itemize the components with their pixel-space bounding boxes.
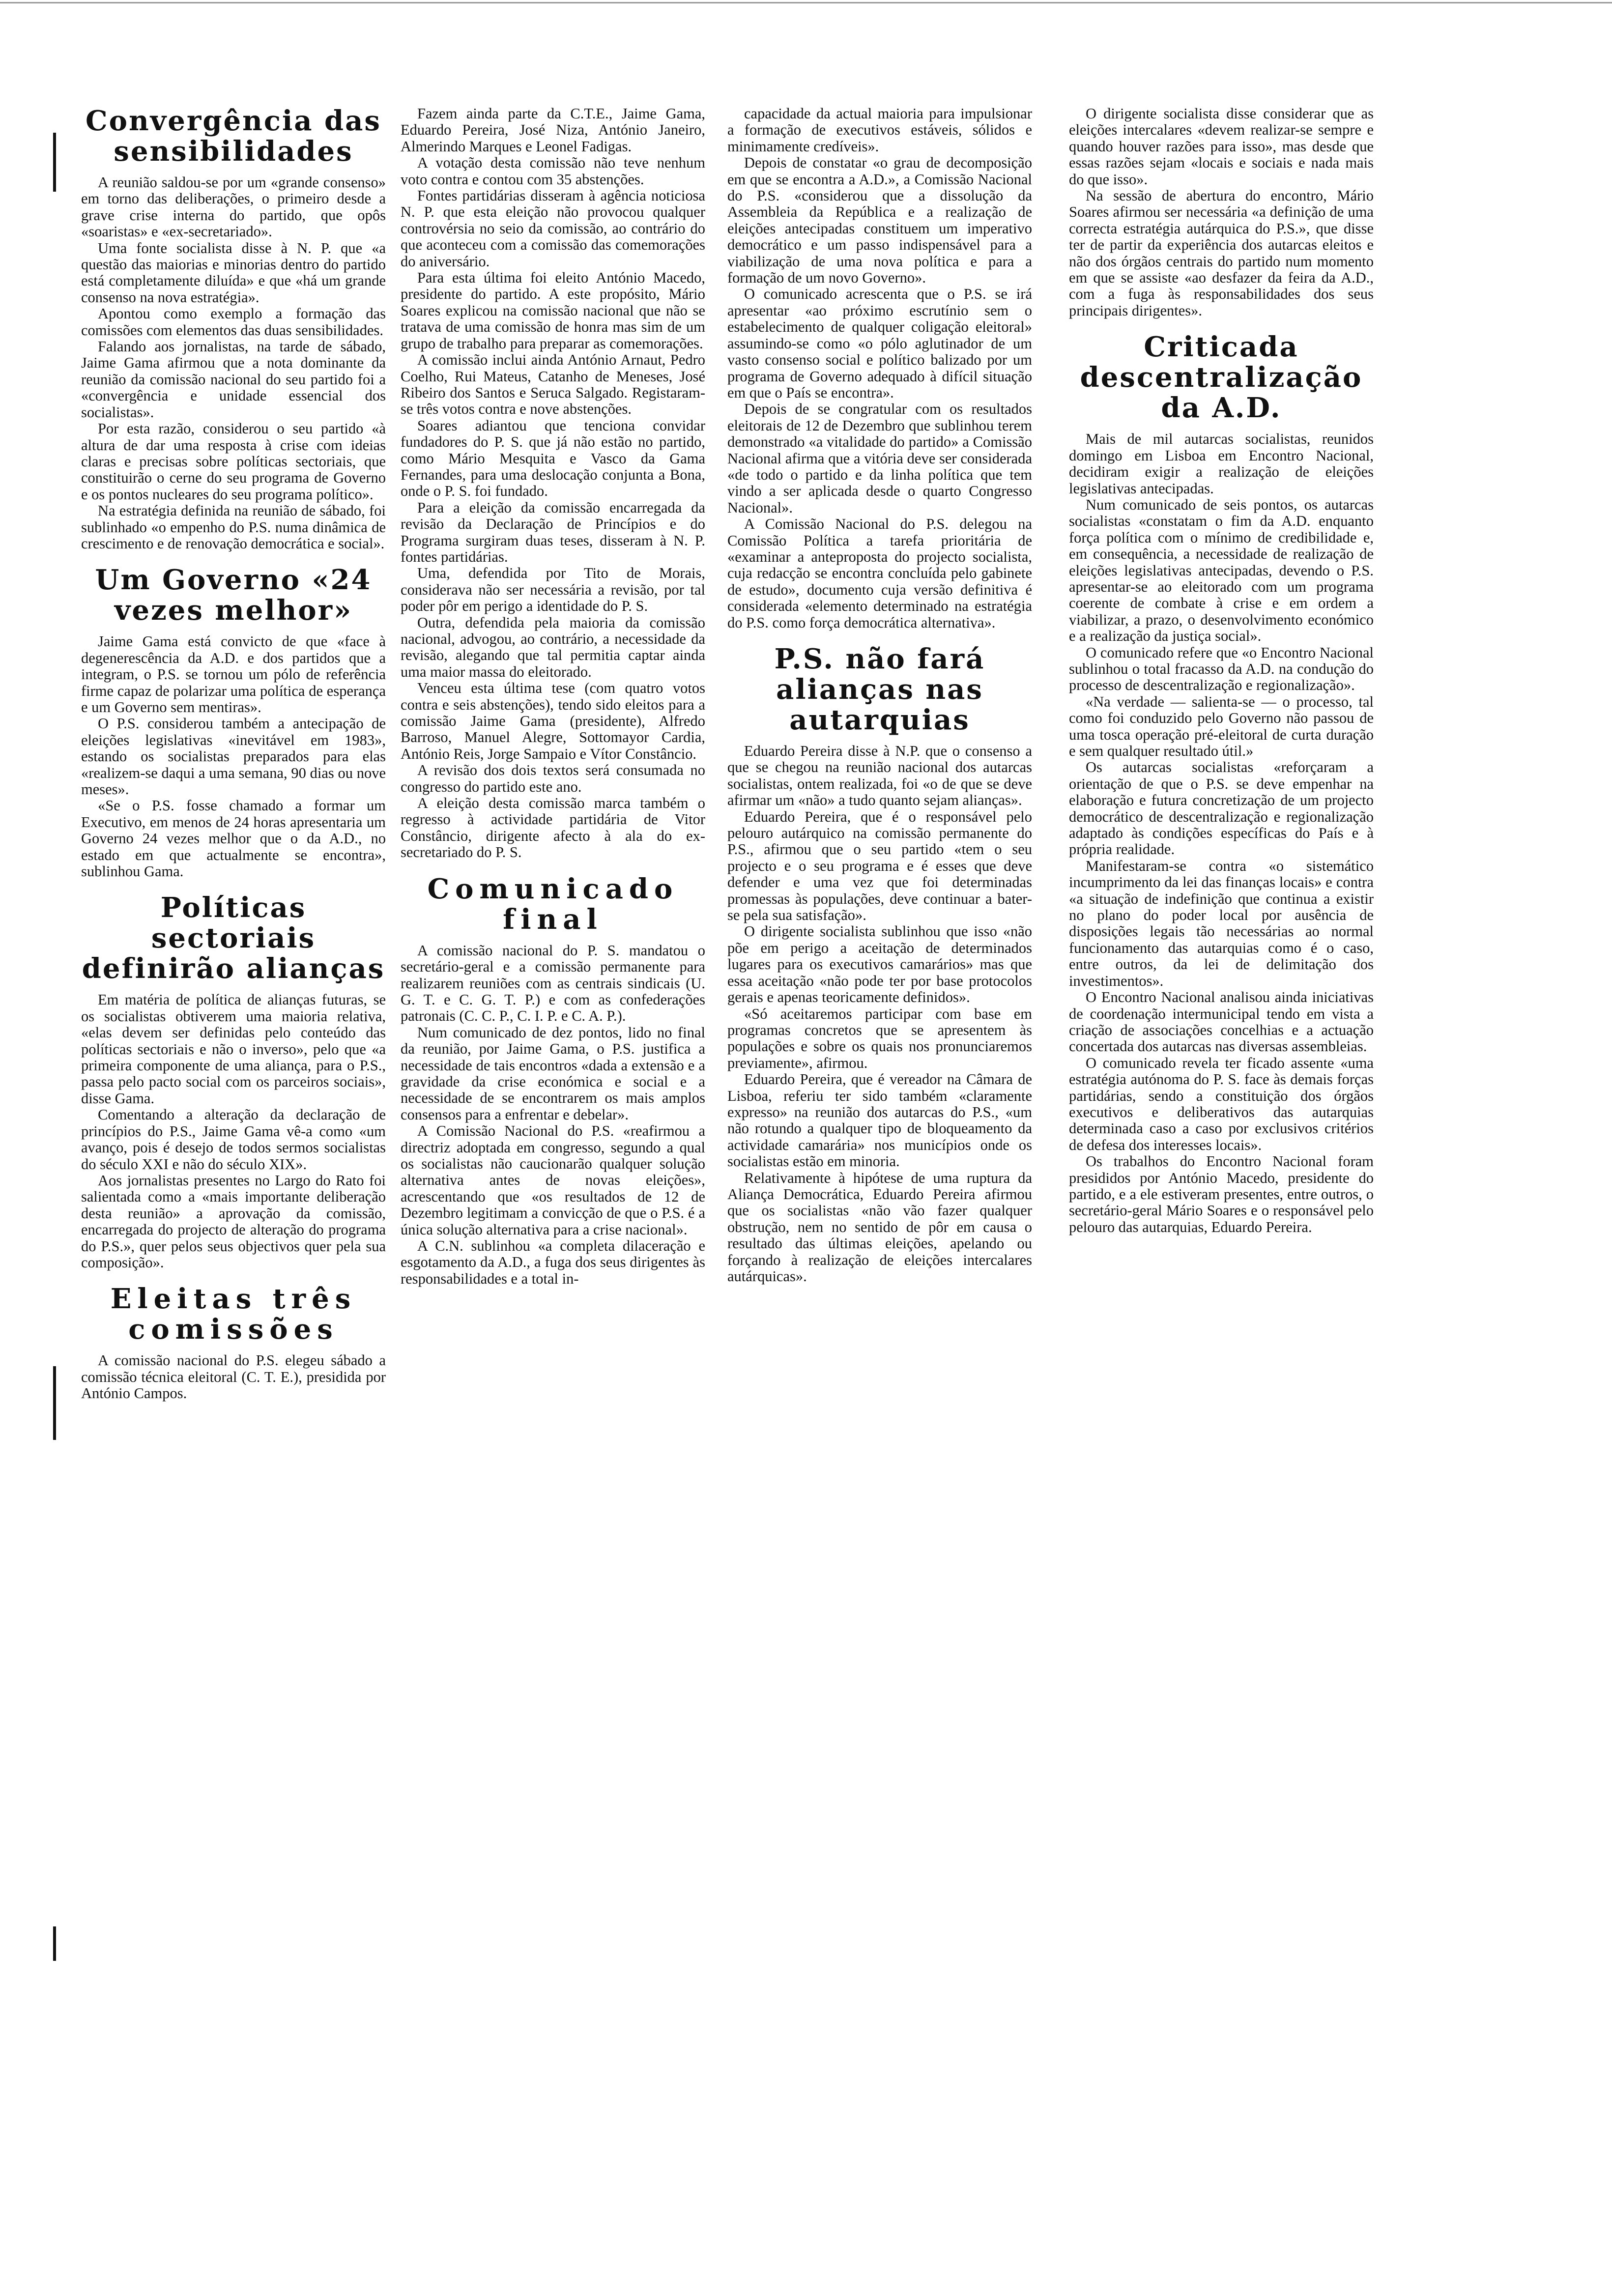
article-paragraph: «Na verdade — salienta-se — o processo, tal como foi conduzido pelo Governo não passou de uma tosca operação pré-eleitoral de curta duração e sem qualquer resultado útil.» bbox=[1069, 693, 1374, 759]
article-paragraph: Num comunicado de dez pontos, lido no final da reunião, por Jaime Gama, o P.S. justifica a necessidade de tais encontros «dada a extensão e a gravidade da crise económica e social e a necessidade de se encontrarem os mais amplos consensos para a enfrentar e debelar». bbox=[401, 1024, 705, 1123]
article-paragraph: O comunicado revela ter ficado assente «uma estratégia autónoma do P. S. face às demais forças partidárias, sendo a constituição dos órgãos executivos e deliberativos das autarquias determinada caso a caso por exclusivos critérios de defesa dos interesses locais». bbox=[1069, 1054, 1374, 1153]
article-paragraph: Os trabalhos do Encontro Nacional foram presididos por António Macedo, presidente do partido, e a ele estiveram presentes, entre outros, o secretário-geral Mário Soares e o responsável pelo pelouro das autarquias, Eduardo Pereira. bbox=[1069, 1153, 1374, 1235]
article-paragraph: A comissão inclui ainda António Arnaut, Pedro Coelho, Rui Mateus, Catanho de Meneses, José Ribeiro dos Santos e Seruca Salgado. Registaram-se três votos contra e nove abstenções. bbox=[401, 351, 705, 418]
article-paragraph: A comissão nacional do P. S. mandatou o secretário-geral e a comissão permanente para realizarem reuniões com as centrais sindicais (U. G. T. e C. G. T. P.) e com as confederações patronais (C. C. P., C. I. P. e C. A. P.). bbox=[401, 942, 705, 1025]
section-heading: Comunicado final bbox=[427, 872, 679, 936]
article-paragraph: «Se o P.S. fosse chamado a formar um Executivo, em menos de 24 horas apresentaria um Governo 24 vezes melhor que o da A.D., no estado em que actualmente se encontra», sublinhou Gama. bbox=[81, 797, 386, 880]
section-heading: Políticas sectoriais definirão alianças bbox=[82, 891, 385, 985]
article-paragraph: A comissão nacional do P.S. elegeu sábado a comissão técnica eleitoral (C. T. E.), presidida por António Campos. bbox=[81, 1352, 386, 1402]
section-heading: P.S. não fará alianças nas autarquias bbox=[774, 643, 985, 736]
article-column-2 bbox=[401, 106, 705, 1287]
article-paragraph: O comunicado acrescenta que o P.S. se irá apresentar «ao próximo escrutínio sem o estabelecimento de qualquer coligação eleitoral» assumindo-se como «o pólo aglutinador de um vasto consenso social e político balizado por um programa de Governo adequado à difícil situação em que o País se encontra». bbox=[727, 286, 1032, 401]
article-paragraph: A reunião saldou-se por um «grande consenso» em torno das deliberações, o primeiro desde a grave crise interna do partido, que opôs «soaristas» e «ex-secretariado». bbox=[81, 174, 386, 240]
article-paragraph: O P.S. considerou também a antecipação de eleições legislativas «inevitável em 1983», estando os socialistas preparados para elas «realizem-se daqui a uma semana, 90 dias ou nove meses». bbox=[81, 715, 386, 798]
article-paragraph: Aos jornalistas presentes no Largo do Rato foi salientada como a «mais importante deliberação desta reunião» a aprovação da comissão, encarregada do projecto de alteração do programa do P.S.», quer pelos seus objectivos quer pela sua composição». bbox=[81, 1172, 386, 1271]
article-column-3 bbox=[727, 106, 1032, 1285]
article-paragraph: A C.N. sublinhou «a completa dilaceração e esgotamento da A.D., a fuga dos seus dirigentes às responsabilidades e a total in- bbox=[401, 1237, 705, 1287]
article-paragraph: A Comissão Nacional do P.S. delegou na Comissão Política a tarefa prioritária de «examinar a anteproposta do projecto socialista, cuja redacção se encontra concluída pelo gabinete de estudo», documento cuja versão definitiva é considerada «elemento determinado na estratégia do P.S. como força democrática alternativa». bbox=[727, 516, 1032, 631]
article-paragraph: Eduardo Pereira, que é vereador na Câmara de Lisboa, referiu ter sido também «claramente expresso» na reunião dos autarcas do P.S., «um não rotundo a qualquer tipo de bloqueamento da actividade camarária» nos municípios onde os socialistas estão em minoria. bbox=[727, 1071, 1032, 1170]
article-paragraph: Jaime Gama está convicto de que «face à degenerescência da A.D. e dos partidos que a integram, o P.S. se tornou um pólo de referência firme capaz de polarizar uma política de esperança e um Governo sem mentiras». bbox=[81, 633, 386, 716]
page-top-rule bbox=[0, 2, 1612, 3]
article-paragraph: A Comissão Nacional do P.S. «reafirmou a directriz adoptada em congresso, segundo a qual os socialistas não caucionarão qualquer solução alternativa antes de novas eleições», acrescentando que «os resultados de 12 de Dezembro legitimam a convicção de que o P.S. é a única solução alternativa para a crise nacional». bbox=[401, 1122, 705, 1238]
article-paragraph: Soares adiantou que tenciona convidar fundadores do P. S. que já não estão no partido, como Mário Mesquita e Vasco da Gama Fernandes, para uma deslocação conjunta a Bona, onde o P. S. foi fundado. bbox=[401, 417, 705, 500]
article-paragraph: Fazem ainda parte da C.T.E., Jaime Gama, Eduardo Pereira, José Niza, António Janeiro, Almerindo Marques e Leonel Fadigas. bbox=[401, 105, 705, 155]
column-rule-left-lower bbox=[53, 1366, 56, 1440]
article-paragraph: O Encontro Nacional analisou ainda iniciativas de coordenação intermunicipal tendo em vista a criação de associações concelhias e a actuação concertada dos autarcas nas diversas assembleias. bbox=[1069, 989, 1374, 1055]
article-paragraph: Fontes partidárias disseram à agência noticiosa N. P. que esta eleição não provocou qualquer controvérsia no seio da comissão, ao contrário do que aconteceu com a comissão das comemorações do aniversário. bbox=[401, 187, 705, 270]
article-paragraph: Eduardo Pereira disse à N.P. que o consenso a que se chegou na reunião nacional dos autarcas socialistas, ontem realizada, foi «o de que se deve afirmar um «não» a tudo quanto sejam alianças». bbox=[727, 743, 1032, 809]
article-paragraph: O dirigente socialista sublinhou que isso «não põe em perigo a aceitação de determinados lugares para os executivos camarários» mas que essa aceitação «não pode ter por base protocolos gerais e apenas teoricamente definidos». bbox=[727, 923, 1032, 1006]
article-paragraph: Por esta razão, considerou o seu partido «à altura de dar uma resposta à crise com ideias claras e precisas sobre políticas sectoriais, que constituirão o cerne do seu programa de Governo e os pontos nucleares do seu programa político». bbox=[81, 420, 386, 503]
article-column-1 bbox=[81, 106, 386, 1402]
section-heading: Um Governo «24 vezes melhor» bbox=[95, 564, 372, 627]
article-paragraph: Uma fonte socialista disse à N. P. que «a questão das maiorias e minorias dentro do partido está completamente diluída» e que «há um grande consenso na nova estratégia». bbox=[81, 239, 386, 306]
article-paragraph: Outra, defendida pela maioria da comissão nacional, advogou, ao contrário, a necessidade da revisão, alegando que tal permitia captar ainda uma maior massa do eleitorado. bbox=[401, 614, 705, 680]
column-rule-left-bottom bbox=[53, 1926, 56, 1961]
article-paragraph: capacidade da actual maioria para impulsionar a formação de executivos estáveis, sólidos e minimamente credíveis». bbox=[727, 105, 1032, 155]
article-paragraph: Venceu esta última tese (com quatro votos contra e seis abstenções), tendo sido eleitos para a comissão Jaime Gama (presidente), Alfredo Barroso, Manuel Alegre, Sottomayor Cardia, António Reis, Jorge Sampaio e Vítor Constâncio. bbox=[401, 680, 705, 762]
article-paragraph: O dirigente socialista disse considerar que as eleições intercalares «devem realizar-se sempre e quando houver razões para isso», mas desde que essas razões sejam «locais e sociais e nada mais do que isso». bbox=[1069, 105, 1374, 188]
article-paragraph: Depois de constatar «o grau de decomposição em que se encontra a A.D.», a Comissão Nacional do P.S. «considerou que a dissolução da Assembleia da República e a realização de eleições antecipadas constituem um imperativo democrático e um passo indispensável para a viabilização de uma nova política e para a formação de um novo Governo». bbox=[727, 154, 1032, 287]
article-paragraph: Depois de se congratular com os resultados eleitorais de 12 de Dezembro que sublinhou terem demonstrado «a vitalidade do partido» a Comissão Nacional afirma que a vitória deve ser considerada «de todo o partido e da linha política que tem vindo a ser aplicada desde o quarto Congresso Nacional». bbox=[727, 401, 1032, 516]
article-paragraph: Na sessão de abertura do encontro, Mário Soares afirmou ser necessária «a definição de uma correcta estratégia autárquica do P.S.», que disse ter de partir da experiência dos autarcas eleitos e não dos órgãos centrais do partido num momento em que se assiste «ao desfazer da feira da A.D., com a fuga às responsabilidades dos seus principais dirigentes». bbox=[1069, 187, 1374, 319]
article-paragraph: A votação desta comissão não teve nenhum voto contra e contou com 35 abstenções. bbox=[401, 154, 705, 188]
article-paragraph: O comunicado refere que «o Encontro Nacional sublinhou o total fracasso da A.D. na condução do processo de descentralização e regionalização». bbox=[1069, 644, 1374, 694]
article-paragraph: Comentando a alteração da declaração de princípios do P.S., Jaime Gama vê-a como «um avanço, pois é desejo de todos sermos socialistas do século XXI e não do século XIX». bbox=[81, 1106, 386, 1173]
section-heading: Convergência das sensibilidades bbox=[86, 105, 381, 168]
section-heading: Eleitas três comissões bbox=[110, 1283, 357, 1346]
article-column-4 bbox=[1069, 106, 1374, 1235]
article-paragraph: Relativamente à hipótese de uma ruptura da Aliança Democrática, Eduardo Pereira afirmou que os socialistas «não vão fazer qualquer obstrução, nem no sentido de pôr em causa o resultado das últimas eleições, apelando ou forçando à realização de eleições intercalares autárquicas». bbox=[727, 1169, 1032, 1285]
article-paragraph: Apontou como exemplo a formação das comissões com elementos das duas sensibilidades. bbox=[81, 305, 386, 339]
section-heading: Criticada descentralização da A.D. bbox=[1080, 331, 1363, 425]
article-paragraph: Uma, defendida por Tito de Morais, considerava não ser necessária a revisão, por tal poder pôr em perigo a identidade do P. S. bbox=[401, 565, 705, 615]
article-paragraph: Num comunicado de seis pontos, os autarcas socialistas «constatam o fim da A.D. enquanto força política com o mínimo de credibilidade e, em consequência, a necessidade de realização de eleições legislativas antecipadas, devendo o P.S. apresentar-se ao eleitorado com um programa coerente de combate à crise e em ordem a viabilizar, a prazo, o desenvolvimento económico e a realização da justiça social». bbox=[1069, 496, 1374, 645]
article-paragraph: Para esta última foi eleito António Macedo, presidente do partido. A este propósito, Mário Soares explicou na comissão nacional que não se tratava de uma comissão de honra mas sim de um grupo de trabalho para preparar as comemorações. bbox=[401, 269, 705, 352]
article-paragraph: «Só aceitaremos participar com base em programas concretos que se apresentem às populações e sobre os quais nos pronunciaremos previamente», afirmou. bbox=[727, 1005, 1032, 1071]
article-paragraph: Em matéria de política de alianças futuras, se os socialistas obtiverem uma maioria relativa, «elas devem ser definidas pelo conteúdo das políticas sectoriais e não o inverso», pelo que «a primeira componente de uma aliança, para o P.S., passa pelo pacto social com os parceiros sociais», disse Gama. bbox=[81, 991, 386, 1107]
article-paragraph: Manifestaram-se contra «o sistemático incumprimento da lei das finanças locais» e contra «a situação de indefinição que continua a existir no plano do poder local por ausência de disposições legais tão necessárias ao normal funcionamento das autarquias como é o caso, entre outros, da lei de delimitação dos investimentos». bbox=[1069, 857, 1374, 989]
column-rule-left bbox=[53, 133, 56, 192]
article-paragraph: Falando aos jornalistas, na tarde de sábado, Jaime Gama afirmou que a nota dominante da reunião da comissão nacional do seu partido foi a «convergência e unidade essencial dos socialistas». bbox=[81, 338, 386, 421]
article-paragraph: Os autarcas socialistas «reforçaram a orientação de que o P.S. se deve empenhar na elaboração e futura concretização de um projecto democrático de descentralização e regionalização adaptado às condições específicas do País e à própria realidade. bbox=[1069, 759, 1374, 858]
article-paragraph: Mais de mil autarcas socialistas, reunidos domingo em Lisboa em Encontro Nacional, decidiram exigir a realização de eleições legislativas antecipadas. bbox=[1069, 430, 1374, 497]
article-paragraph: A eleição desta comissão marca também o regresso à actividade partidária de Vitor Constâncio, dirigente afecto à ala do ex-secretariado do P. S. bbox=[401, 795, 705, 861]
article-paragraph: Eduardo Pereira, que é o responsável pelo pelouro autárquico na comissão permanente do P.S., afirmou que o seu partido «tem o seu projecto e o seu programa e é esses que deve defender e uma vez que foi determinadas promessas às populações, deve continuar a bater-se pela sua satisfação». bbox=[727, 808, 1032, 924]
article-paragraph: Para a eleição da comissão encarregada da revisão da Declaração de Princípios e do Programa surgiram duas teses, disseram à N. P. fontes partidárias. bbox=[401, 499, 705, 565]
article-paragraph: Na estratégia definida na reunião de sábado, foi sublinhado «o empenho do P.S. numa dinâmica de crescimento e de renovação democrática e social». bbox=[81, 502, 386, 552]
article-paragraph: A revisão dos dois textos será consumada no congresso do partido este ano. bbox=[401, 762, 705, 795]
